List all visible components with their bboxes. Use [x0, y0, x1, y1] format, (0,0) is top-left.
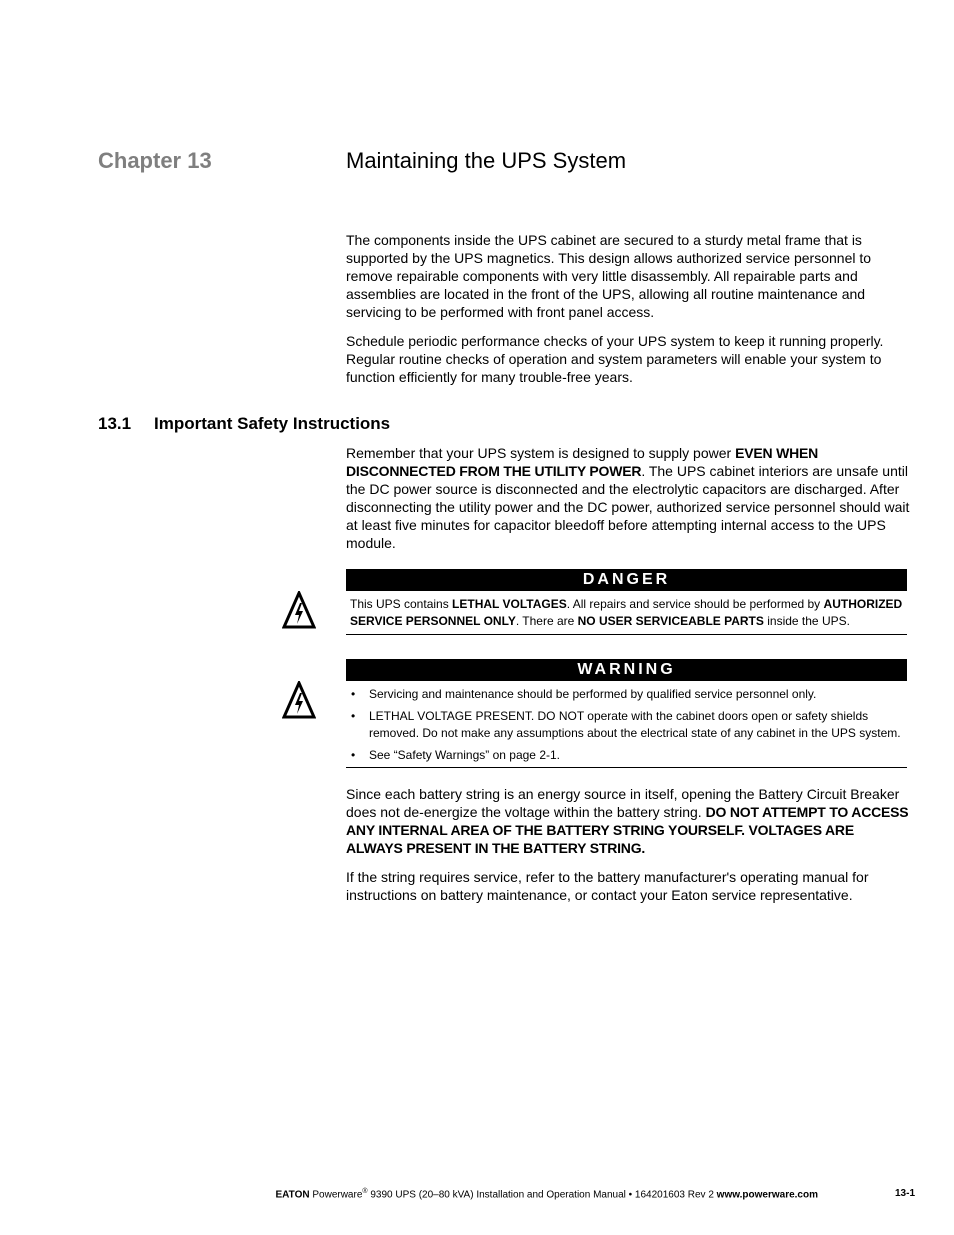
danger-text-2: . All repairs and service should be performed by — [566, 597, 824, 611]
section-heading — [98, 414, 390, 434]
footer-text — [276, 1188, 819, 1200]
intro-paragraph-1: The components inside the UPS cabinet are secured to a sturdy metal frame that is supported by the UPS magnetics. This design allows authorized service personnel to remove repairable components with very little disassembly. All repairable parts and assemblies are located in the front of the UPS, allowing all routine maintenance and servicing to be performed with front panel access. — [346, 232, 872, 320]
footer-url: www.powerware.com — [716, 1189, 818, 1201]
footer-manual-info: 9390 UPS (20–80 kVA) Installation and Operation Manual • 164201603 Rev 2 — [367, 1189, 717, 1201]
danger-divider — [346, 634, 907, 635]
warning-banner: WARNING — [346, 659, 907, 681]
battery-paragraph — [346, 785, 912, 857]
page-number: 13-1 — [894, 1188, 915, 1199]
danger-text-4: inside the UPS. — [763, 614, 850, 628]
section-number: 13.1 — [98, 414, 132, 433]
safety-bold-1: EVEN WHEN DISCONNECTED FROM THE UTILITY POWER — [346, 445, 819, 479]
chapter-title: Maintaining the UPS System — [346, 148, 627, 173]
danger-banner: DANGER — [346, 569, 907, 591]
warning-item: • LETHAL VOLTAGE PRESENT. DO NOT operate with the cabinet doors open or safety shields removed. Do not make any assumptions about the electrical state of any cabinet in the UPS system. — [346, 708, 908, 742]
safety-text-2: . The UPS cabinet interiors are unsafe until the DC power source is disconnected and the electrolytic capacitors are discharged. After disconnecting the utility power and the DC power, authorized service personnel should wait at least five minutes for capacitor bleedoff before attempting internal access to the UPS module. — [346, 463, 910, 551]
footer-product: Powerware — [312, 1189, 363, 1201]
danger-text — [350, 596, 908, 630]
section-title: Important Safety Instructions — [154, 414, 391, 433]
service-paragraph: If the string requires service, refer to the battery manufacturer's operating manual for instructions on battery maintenance, or contact your Eaton service representative. — [346, 869, 869, 903]
warning-list — [346, 686, 908, 769]
warning-item: • See “Safety Warnings” on page 2-1. — [346, 747, 908, 764]
safety-text-1: Remember that your UPS system is designed to supply power — [346, 445, 736, 461]
warning-divider — [346, 767, 907, 768]
intro-paragraph-2: Schedule periodic performance checks of your UPS system to keep it running properly. Regular routine checks of operation and system parameters will enable your system to function efficiently for many trouble-free years. — [346, 333, 884, 385]
danger-text-1: This UPS contains — [350, 597, 453, 611]
warning-item: • Servicing and maintenance should be performed by qualified service personnel only. — [346, 686, 908, 703]
danger-bold-3: NO USER SERVICEABLE PARTS — [577, 614, 764, 628]
battery-bold-1: DO NOT ATTEMPT TO ACCESS ANY INTERNAL AREA OF THE BATTERY STRING YOURSELF. VOLTAGES ARE ALWAYS PRESENT IN THE BATTERY STRING. — [346, 804, 909, 856]
footer-brand: EATON — [275, 1189, 310, 1201]
footer-registered-mark: ® — [362, 1188, 368, 1195]
danger-bold-1: LETHAL VOLTAGES — [452, 597, 567, 611]
battery-text-1: Since each battery string is an energy source in itself, opening the Battery Circuit Breaker does not de-energize the voltage within the battery string. — [346, 786, 900, 820]
danger-bold-2: AUTHORIZED SERVICE PERSONNEL ONLY — [350, 597, 903, 628]
safety-paragraph — [346, 444, 912, 552]
electrical-hazard-icon — [282, 591, 316, 631]
electrical-hazard-icon — [282, 681, 316, 721]
chapter-label: Chapter 13 — [98, 148, 212, 173]
page-footer — [0, 1188, 954, 1204]
danger-text-3: . There are — [515, 614, 578, 628]
